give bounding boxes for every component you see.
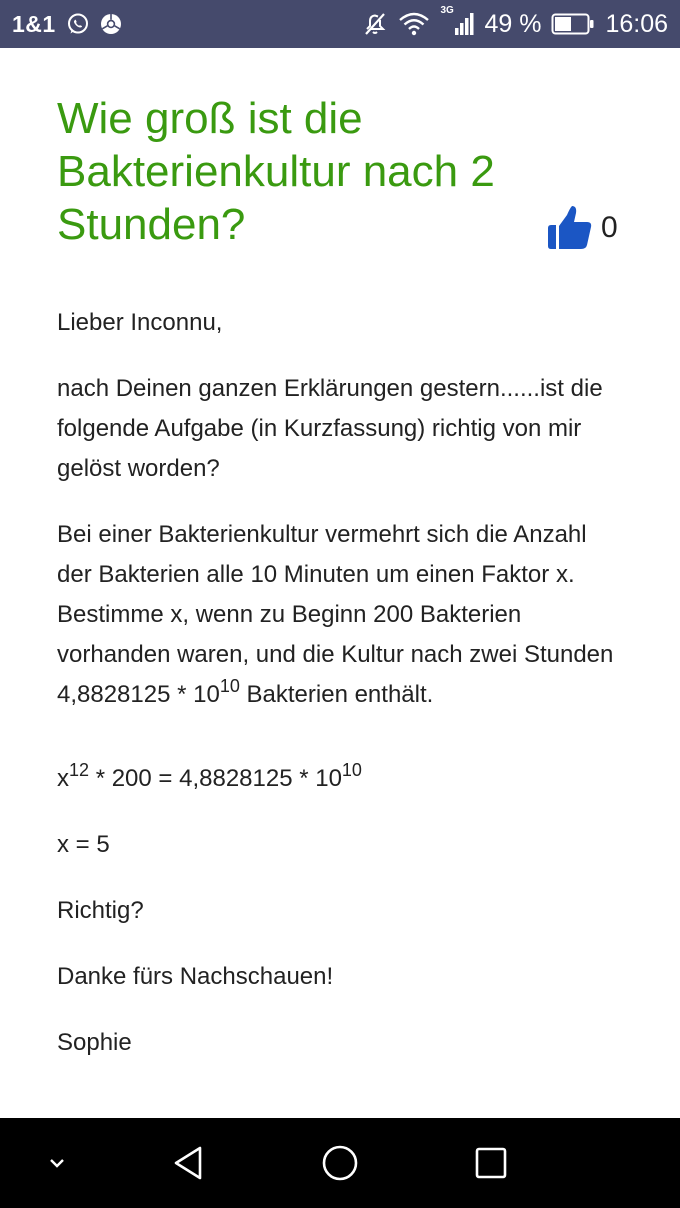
task-text-part2: Bakterien enthält. xyxy=(239,681,434,708)
question-page xyxy=(0,48,680,1118)
network-type-label: 3G xyxy=(440,5,454,16)
battery-percent: 49 % xyxy=(484,9,542,38)
signature-text: Sophie xyxy=(57,1029,132,1056)
solution-text: x = 5 xyxy=(57,831,110,858)
mute-icon xyxy=(362,11,388,37)
chrome-icon xyxy=(100,13,122,35)
clock: 16:06 xyxy=(605,9,668,38)
like-button[interactable] xyxy=(545,203,618,253)
signal-icon xyxy=(440,5,474,37)
carrier-label: 1&1 xyxy=(12,10,56,37)
home-icon[interactable] xyxy=(317,1140,363,1186)
whatsapp-icon xyxy=(66,12,90,36)
back-icon[interactable] xyxy=(166,1140,212,1186)
equation-base: x xyxy=(57,765,69,792)
status-bar xyxy=(0,0,680,48)
question-line: Richtig? xyxy=(57,897,144,924)
task-text-part1: Bei einer Bakterienkultur vermehrt sich die Anzahl der Bakterien alle 10 Minuten um einen Faktor x. Bestimme x, wenn zu Beginn 200 Bakterien vorhanden waren, und die Kultur nach zwei Stunden 4,8828125 * 10 xyxy=(57,521,614,708)
question-body xyxy=(57,303,627,1089)
question-title: Wie groß ist die Bakterienkultur nach 2 Stunden? xyxy=(57,94,495,249)
thumbs-up-icon xyxy=(545,203,595,253)
recents-icon[interactable] xyxy=(468,1140,514,1186)
equation-exponent-2: 10 xyxy=(341,760,362,780)
equation-middle: * 200 = 4,8828125 * 10 xyxy=(89,765,342,792)
equation xyxy=(57,759,627,799)
like-count: 0 xyxy=(601,211,618,244)
thanks-text: Danke fürs Nachschauen! xyxy=(57,963,334,990)
navigation-bar xyxy=(0,1118,680,1208)
chevron-down-icon[interactable] xyxy=(34,1140,80,1186)
battery-icon xyxy=(551,12,595,36)
equation-exponent-1: 12 xyxy=(69,760,90,780)
wifi-icon xyxy=(398,12,430,36)
task-text xyxy=(57,515,627,715)
greeting-text: Lieber Inconnu, xyxy=(57,309,223,336)
intro-text: nach Deinen ganzen Erklärungen gestern......ist die folgende Aufgabe (in Kurzfassung) richtig von mir gelöst worden? xyxy=(57,375,603,482)
task-exponent: 10 xyxy=(219,676,240,696)
